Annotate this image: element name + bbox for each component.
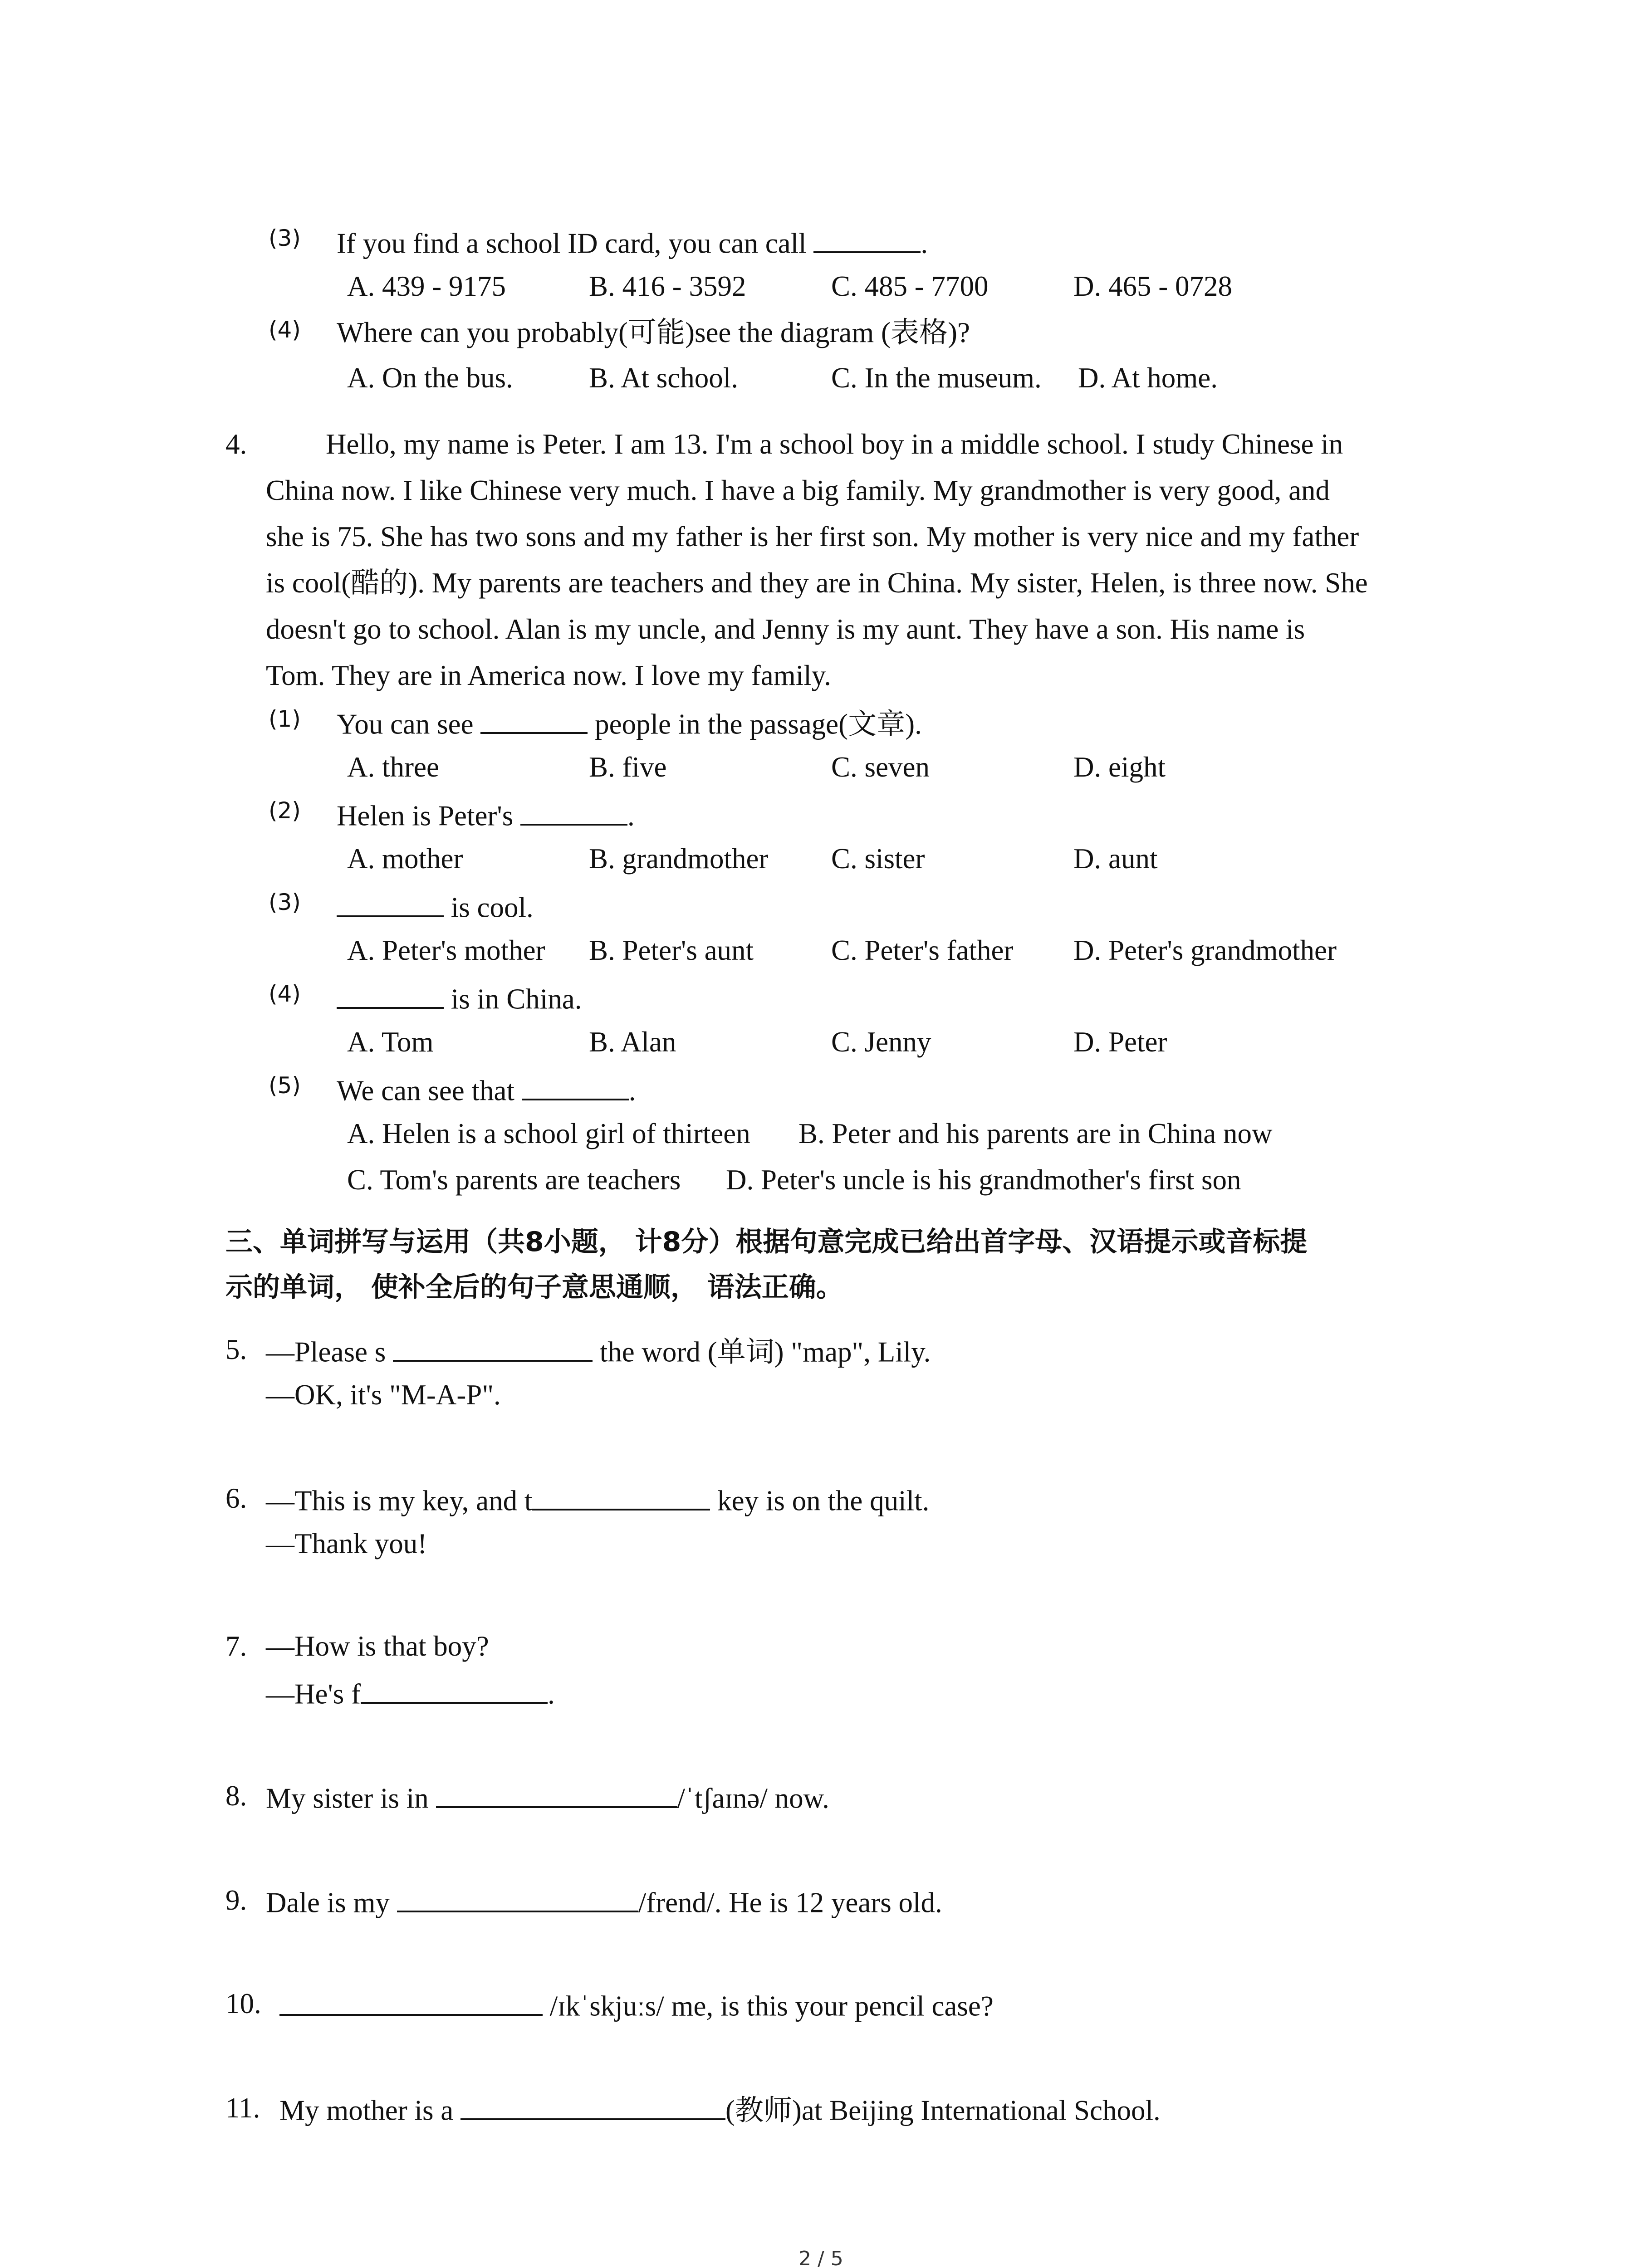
answer-blank[interactable] (436, 1782, 677, 1808)
answer-blank[interactable] (279, 1989, 543, 2016)
passage-line: she is 75. She has two sons and my father is her first son. My mother is very nice and my father (266, 521, 1359, 552)
option-c[interactable]: C. 485 - 7700 (831, 270, 989, 302)
answer-blank[interactable] (522, 1074, 629, 1100)
answer-blank[interactable] (813, 227, 921, 253)
option-d[interactable]: D. aunt (1073, 843, 1158, 875)
page-number: 2 / 5 (798, 2247, 843, 2268)
q3-sub3-number: (3) (269, 225, 301, 251)
q4-sub2-number: (2) (269, 797, 301, 824)
option-c[interactable]: C. Jenny (831, 1026, 931, 1058)
q7-number: 7. (225, 1630, 247, 1662)
option-a[interactable]: A. three (347, 751, 439, 783)
q6-line1: —This is my key, and t key is on the quilt. (266, 1485, 930, 1517)
answer-blank[interactable] (460, 2094, 725, 2120)
passage-line: China now. I like Chinese very much. I have a big family. My grandmother is very good, and (266, 474, 1330, 506)
q8-number: 8. (225, 1780, 247, 1812)
option-b[interactable]: B. At school. (589, 362, 739, 394)
q8-line: My sister is in /ˈtʃaɪnə/ now. (266, 1782, 829, 1814)
q4-sub4-number: (4) (269, 981, 301, 1007)
q3-sub4-question: Where can you probably(可能)see the diagram (表格)? (337, 317, 970, 348)
option-a[interactable]: A. Peter's mother (347, 934, 545, 966)
answer-blank[interactable] (337, 982, 444, 1009)
q3-sub3-question: If you find a school ID card, you can call . (337, 227, 928, 259)
answer-blank[interactable] (361, 1677, 548, 1704)
q4-sub1-number: (1) (269, 706, 301, 732)
option-a[interactable]: A. Tom (347, 1026, 434, 1058)
answer-blank[interactable] (397, 1886, 638, 1912)
option-d[interactable]: D. Peter (1073, 1026, 1167, 1058)
option-d[interactable]: D. At home. (1078, 362, 1218, 394)
q4-sub2-question: Helen is Peter's . (337, 800, 635, 832)
option-a[interactable]: A. 439 - 9175 (347, 270, 506, 302)
option-a[interactable]: A. Helen is a school girl of thirteen (347, 1118, 750, 1149)
option-c[interactable]: C. seven (831, 751, 930, 783)
q4-sub5-number: (5) (269, 1072, 301, 1099)
answer-blank[interactable] (532, 1484, 710, 1510)
q6-line2: —Thank you! (266, 1528, 427, 1559)
section-heading-line1: 三、单词拼写与运用（共8小题， 计8分）根据句意完成已给出首字母、汉语提示或音标提 (225, 1226, 1308, 1258)
q4-sub5-question: We can see that . (337, 1075, 636, 1107)
q9-number: 9. (225, 1884, 247, 1916)
option-b[interactable]: B. Alan (589, 1026, 676, 1058)
q5-line2: —OK, it's "M-A-P". (266, 1379, 501, 1411)
passage-line: Hello, my name is Peter. I am 13. I'm a school boy in a middle school. I study Chinese in (326, 428, 1343, 460)
passage-line: doesn't go to school. Alan is my uncle, and Jenny is my aunt. They have a son. His name is (266, 613, 1305, 645)
answer-blank[interactable] (337, 891, 444, 917)
q4-sub4-question: is in China. (337, 982, 582, 1014)
option-b[interactable]: B. Peter and his parents are in China now (798, 1118, 1273, 1149)
option-c[interactable]: C. In the museum. (831, 362, 1042, 394)
q6-number: 6. (225, 1482, 247, 1514)
q10-line: /ɪkˈskjuːs/ me, is this your pencil case? (279, 1989, 994, 2021)
answer-blank[interactable] (520, 799, 627, 826)
option-a[interactable]: A. mother (347, 843, 463, 875)
q4-number: 4. (225, 428, 247, 460)
option-d[interactable]: D. Peter's grandmother (1073, 934, 1337, 966)
option-c[interactable]: C. sister (831, 843, 925, 875)
option-b[interactable]: B. Peter's aunt (589, 934, 754, 966)
answer-blank[interactable] (393, 1335, 593, 1362)
q3-sub4-number: (4) (269, 317, 301, 343)
passage-line: Tom. They are in America now. I love my family. (266, 660, 831, 691)
q4-sub3-number: (3) (269, 889, 301, 915)
q7-line2: —He's f . (266, 1678, 555, 1710)
q5-line1: —Please s the word (单词) "map", Lily. (266, 1336, 931, 1368)
passage-line: is cool(酷的). My parents are teachers and they are in China. My sister, Helen, is three now. She (266, 567, 1368, 599)
option-c[interactable]: C. Peter's father (831, 934, 1014, 966)
option-b[interactable]: B. grandmother (589, 843, 769, 875)
option-d[interactable]: D. 465 - 0728 (1073, 270, 1232, 302)
q9-line: Dale is my /frend/. He is 12 years old. (266, 1887, 942, 1919)
q5-number: 5. (225, 1334, 247, 1365)
answer-blank[interactable] (480, 708, 588, 734)
q4-sub1-question: You can see people in the passage(文章). (337, 708, 922, 740)
section-heading-line2: 示的单词， 使补全后的句子意思通顺， 语法正确。 (225, 1271, 843, 1303)
option-d[interactable]: D. Peter's uncle is his grandmother's first son (726, 1164, 1241, 1196)
q11-number: 11. (225, 2092, 260, 2124)
q11-line: My mother is a (教师)at Beijing International School. (279, 2094, 1161, 2126)
q4-sub3-question: is cool. (337, 891, 534, 922)
option-a[interactable]: A. On the bus. (347, 362, 513, 394)
q10-number: 10. (225, 1988, 261, 2019)
q7-line1: —How is that boy? (266, 1630, 489, 1662)
option-d[interactable]: D. eight (1073, 751, 1166, 783)
option-c[interactable]: C. Tom's parents are teachers (347, 1164, 681, 1196)
option-b[interactable]: B. five (589, 751, 667, 783)
option-b[interactable]: B. 416 - 3592 (589, 270, 746, 302)
